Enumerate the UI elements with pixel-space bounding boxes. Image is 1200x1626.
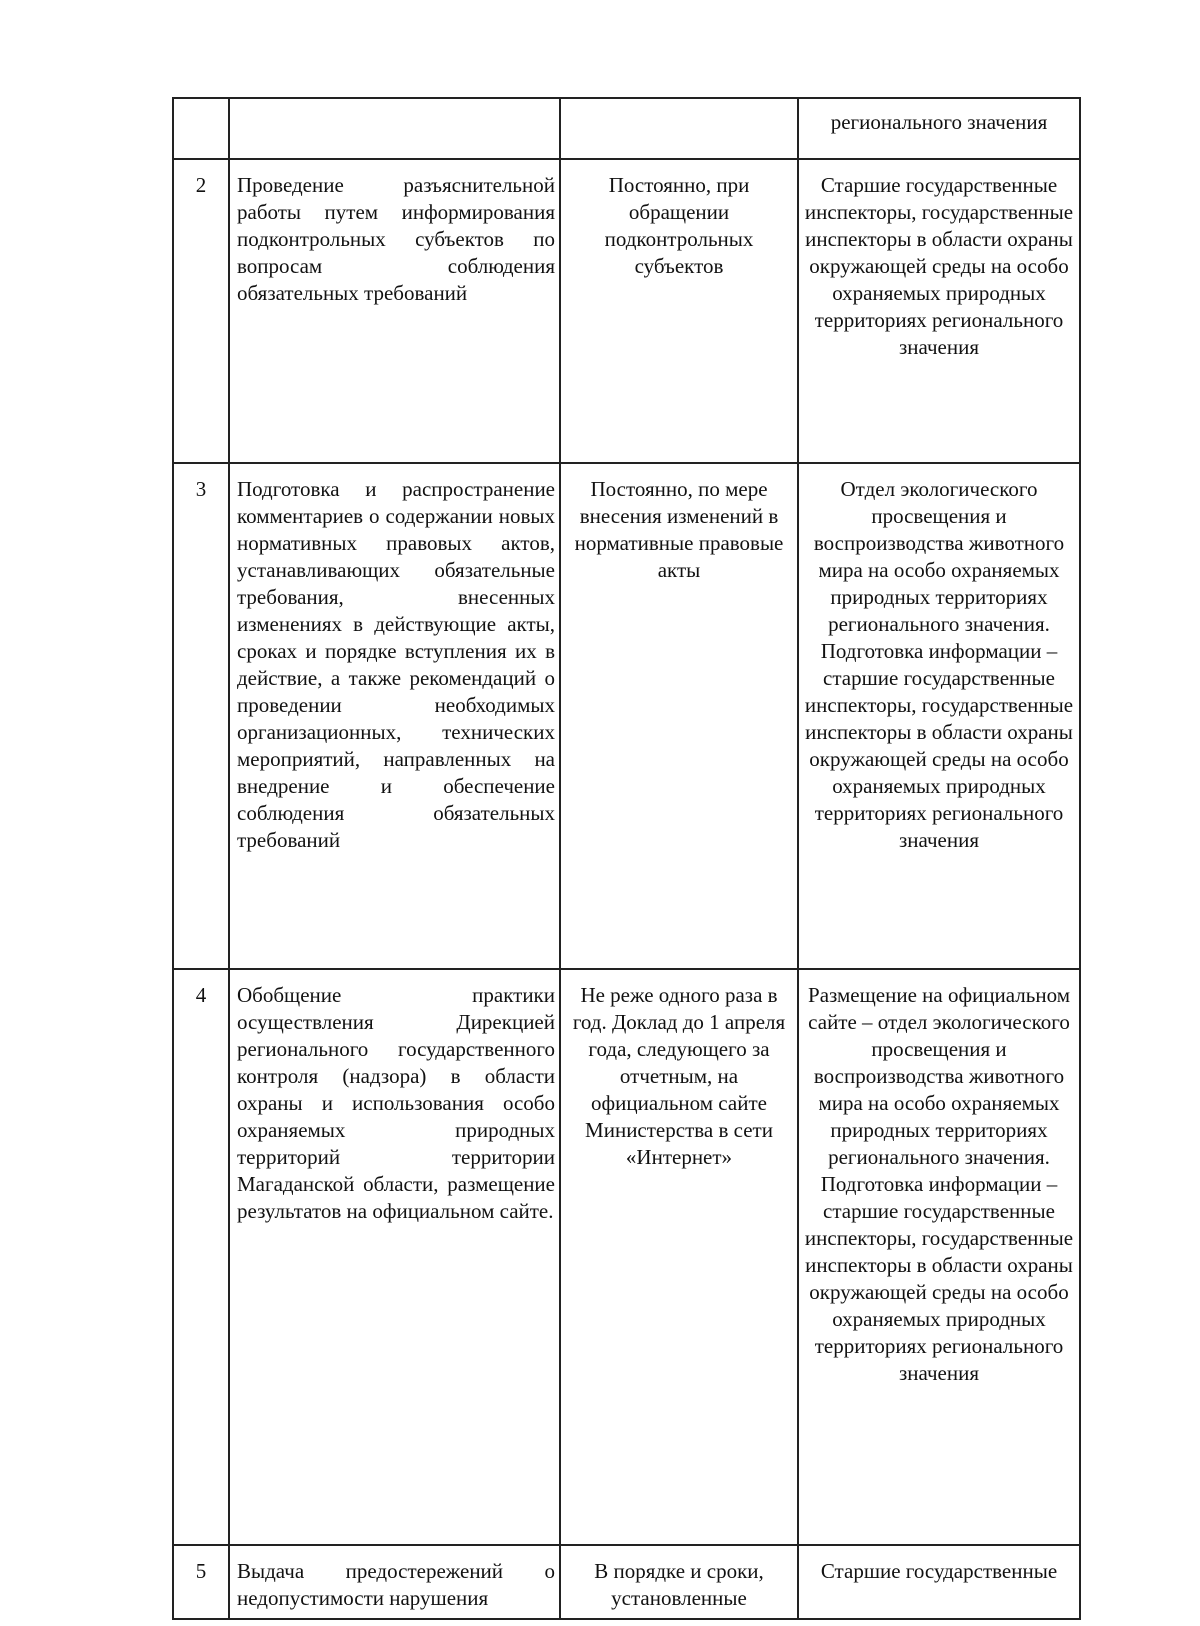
responsible-cell: Старшие государственные — [798, 1545, 1080, 1619]
term-cell: В порядке и сроки, установленные — [560, 1545, 798, 1619]
row-number — [173, 98, 229, 159]
activity-cell: Обобщение практики осуществления Дирекцией регионального государственного контроля (надзора) в области охраны и использования особо охраняемых природных территорий территории Магаданской области, размещение результатов на официальном сайте. — [229, 969, 560, 1545]
responsible-cell: регионального значения — [798, 98, 1080, 159]
row-number: 4 — [173, 969, 229, 1545]
term-cell — [560, 98, 798, 159]
term-cell: Не реже одного раза в год. Доклад до 1 апреля года, следующего за отчетным, на официальном сайте Министерства в сети «Интернет» — [560, 969, 798, 1545]
table-row — [173, 159, 1080, 463]
responsible-cell: Отдел экологического просвещения и воспроизводства животного мира на особо охраняемых природных территориях регионального значения. Подготовка информации – старшие государственные инспекторы, государственные инспекторы в области охраны окружающей среды на особо охраняемых природных территориях регионального значения — [798, 463, 1080, 969]
activity-cell — [229, 98, 560, 159]
term-cell: Постоянно, по мере внесения изменений в нормативные правовые акты — [560, 463, 798, 969]
activity-cell: Проведение разъяснительной работы путем информирования подконтрольных субъектов по вопросам соблюдения обязательных требований — [229, 159, 560, 463]
row-number: 2 — [173, 159, 229, 463]
activity-cell: Подготовка и распространение комментариев о содержании новых нормативных правовых актов, устанавливающих обязательные требования, внесенных изменениях в действующие акты, сроках и порядке вступления их в действие, а также рекомендаций о проведении необходимых организационных, технических мероприятий, направленных на внедрение и обеспечение соблюдения обязательных требований — [229, 463, 560, 969]
responsible-cell: Старшие государственные инспекторы, государственные инспекторы в области охраны окружающей среды на особо охраняемых природных территориях регионального значения — [798, 159, 1080, 463]
plan-table — [172, 97, 1081, 1620]
responsible-cell: Размещение на официальном сайте – отдел экологического просвещения и воспроизводства животного мира на особо охраняемых природных территориях регионального значения. Подготовка информации – старшие государственные инспекторы, государственные инспекторы в области охраны окружающей среды на особо охраняемых природных территориях регионального значения — [798, 969, 1080, 1545]
term-cell: Постоянно, при обращении подконтрольных субъектов — [560, 159, 798, 463]
activity-cell: Выдача предостережений о недопустимости нарушения — [229, 1545, 560, 1619]
table-row — [173, 969, 1080, 1545]
row-number: 3 — [173, 463, 229, 969]
table-row — [173, 98, 1080, 159]
row-number: 5 — [173, 1545, 229, 1619]
table-row — [173, 1545, 1080, 1619]
table-row — [173, 463, 1080, 969]
